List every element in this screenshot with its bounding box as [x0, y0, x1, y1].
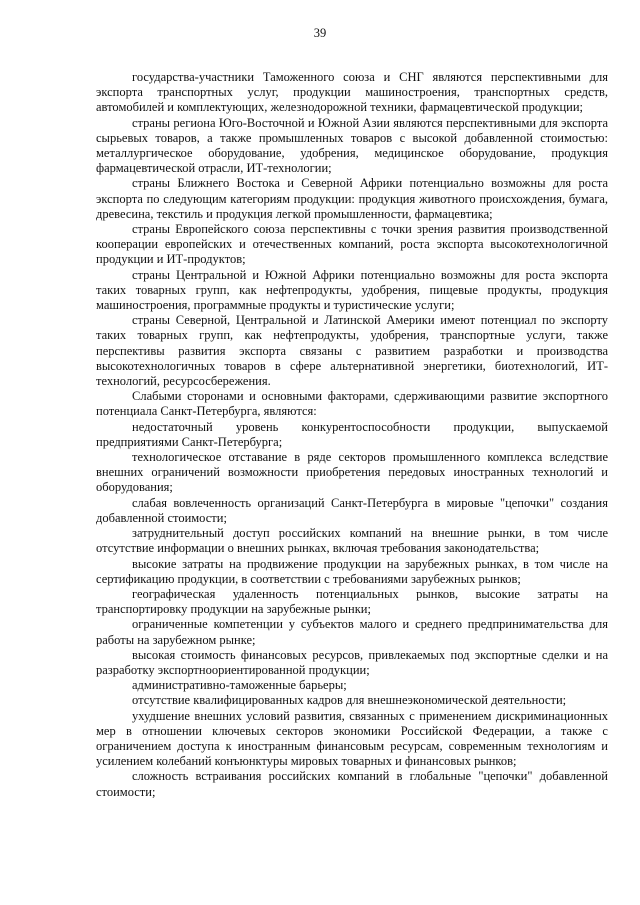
- paragraph-americas: страны Северной, Центральной и Латинской Америки имеют потенциал по экспорту таких товарных групп, как нефтепродукты, удобрения, транспортные услуги, также перспективы развития экспорта связаны с развитием разработки и производства высокотехнологичных товаров в сфере альтернативной энергетики, биотехнологий, ИТ-технологий, ресурсосбережения.: [96, 313, 608, 389]
- list-item-market-access: затруднительный доступ российских компаний на внешние рынки, в том числе отсутствие информации о внешних рынках, включая требования законодательства;: [96, 526, 608, 556]
- list-item-financing-cost: высокая стоимость финансовых ресурсов, привлекаемых под экспортные сделки и на разработку экспортноориентированной продукции;: [96, 647, 608, 677]
- page-number: 39: [313, 26, 327, 40]
- list-item-value-chains: слабая вовлеченность организаций Санкт-Петербурга в мировые "цепочки" создания добавленной стоимости;: [96, 495, 608, 525]
- paragraph-european-union: страны Европейского союза перспективны с точки зрения развития производственной кооперации европейских и отечественных компаний, роста экспорта высокотехнологичной продукции и ИТ-продуктов;: [96, 222, 608, 267]
- paragraph-weaknesses-intro: Слабыми сторонами и основными факторами, сдерживающими развитие экспортного потенциала Санкт-Петербурга, являются:: [96, 389, 608, 419]
- list-item-geographic-remoteness: географическая удаленность потенциальных рынков, высокие затраты на транспортировку продукции на зарубежные рынки;: [96, 586, 608, 617]
- paragraph-customs-union-cis: государства-участники Таможенного союза и СНГ являются перспективными для экспорта транспортных услуг, продукции машиностроения, транспортных средств, автомобилей и комплектующих, железнодорожной техники, фармацевтической продукции;: [96, 70, 608, 115]
- list-item-technological-lag: технологическое отставание в ряде секторов промышленного комплекса вследствие внешних ограничений возможности приобретения передовых иностранных технологий и оборудования;: [96, 450, 608, 495]
- list-item-promotion-costs: высокие затраты на продвижение продукции на зарубежных рынках, в том числе на сертификацию продукции, в соответствии с требованиями зарубежных рынков;: [96, 556, 608, 586]
- list-item-customs-barriers: административно-таможенные барьеры;: [132, 678, 347, 693]
- paragraph-southeast-south-asia: страны региона Юго-Восточной и Южной Азии являются перспективными для экспорта сырьевых товаров, а также промышленных товаров с высокой добавленной стоимостью: металлургическое оборудование, удобрения, медицинское оборудование, продукция фармацевтической отрасли, ИТ-технологии;: [96, 115, 608, 176]
- paragraph-middle-east-north-africa: страны Ближнего Востока и Северной Африки потенциально возможны для роста экспорта по следующим категориям продукции: продукция животного происхождения, бумага, древесина, текстиль и продукция легкой промышленности, фармацевтика;: [96, 176, 608, 221]
- list-item-qualified-staff: отсутствие квалифицированных кадров для внешнеэкономической деятельности;: [132, 693, 567, 708]
- document-body: [96, 70, 608, 800]
- paragraph-central-south-africa: страны Центральной и Южной Африки потенциально возможны для роста экспорта таких товарных групп, как нефтепродукты, удобрения, пищевые продукты, продукция машиностроения, программные продукты и туристические услуги;: [96, 267, 608, 313]
- list-item-external-conditions: ухудшение внешних условий развития, связанных с применением дискриминационных мер в отношении ключевых секторов экономики Российской Федерации, а также с ограничением доступа к иностранным финансовым ресурсам, современным технологиям и усилением колебаний конъюнктуры мировых товарных и финансовых рынков;: [96, 708, 608, 769]
- list-item-competitiveness: недостаточный уровень конкурентоспособности продукции, выпускаемой предприятиями Санкт-Петербурга;: [96, 419, 608, 449]
- list-item-sme-competencies: ограниченные компетенции у субъектов малого и среднего предпринимательства для работы на зарубежном рынке;: [96, 617, 608, 647]
- list-item-global-chains-integration: сложность встраивания российских компаний в глобальные "цепочки" добавленной стоимости;: [96, 769, 608, 799]
